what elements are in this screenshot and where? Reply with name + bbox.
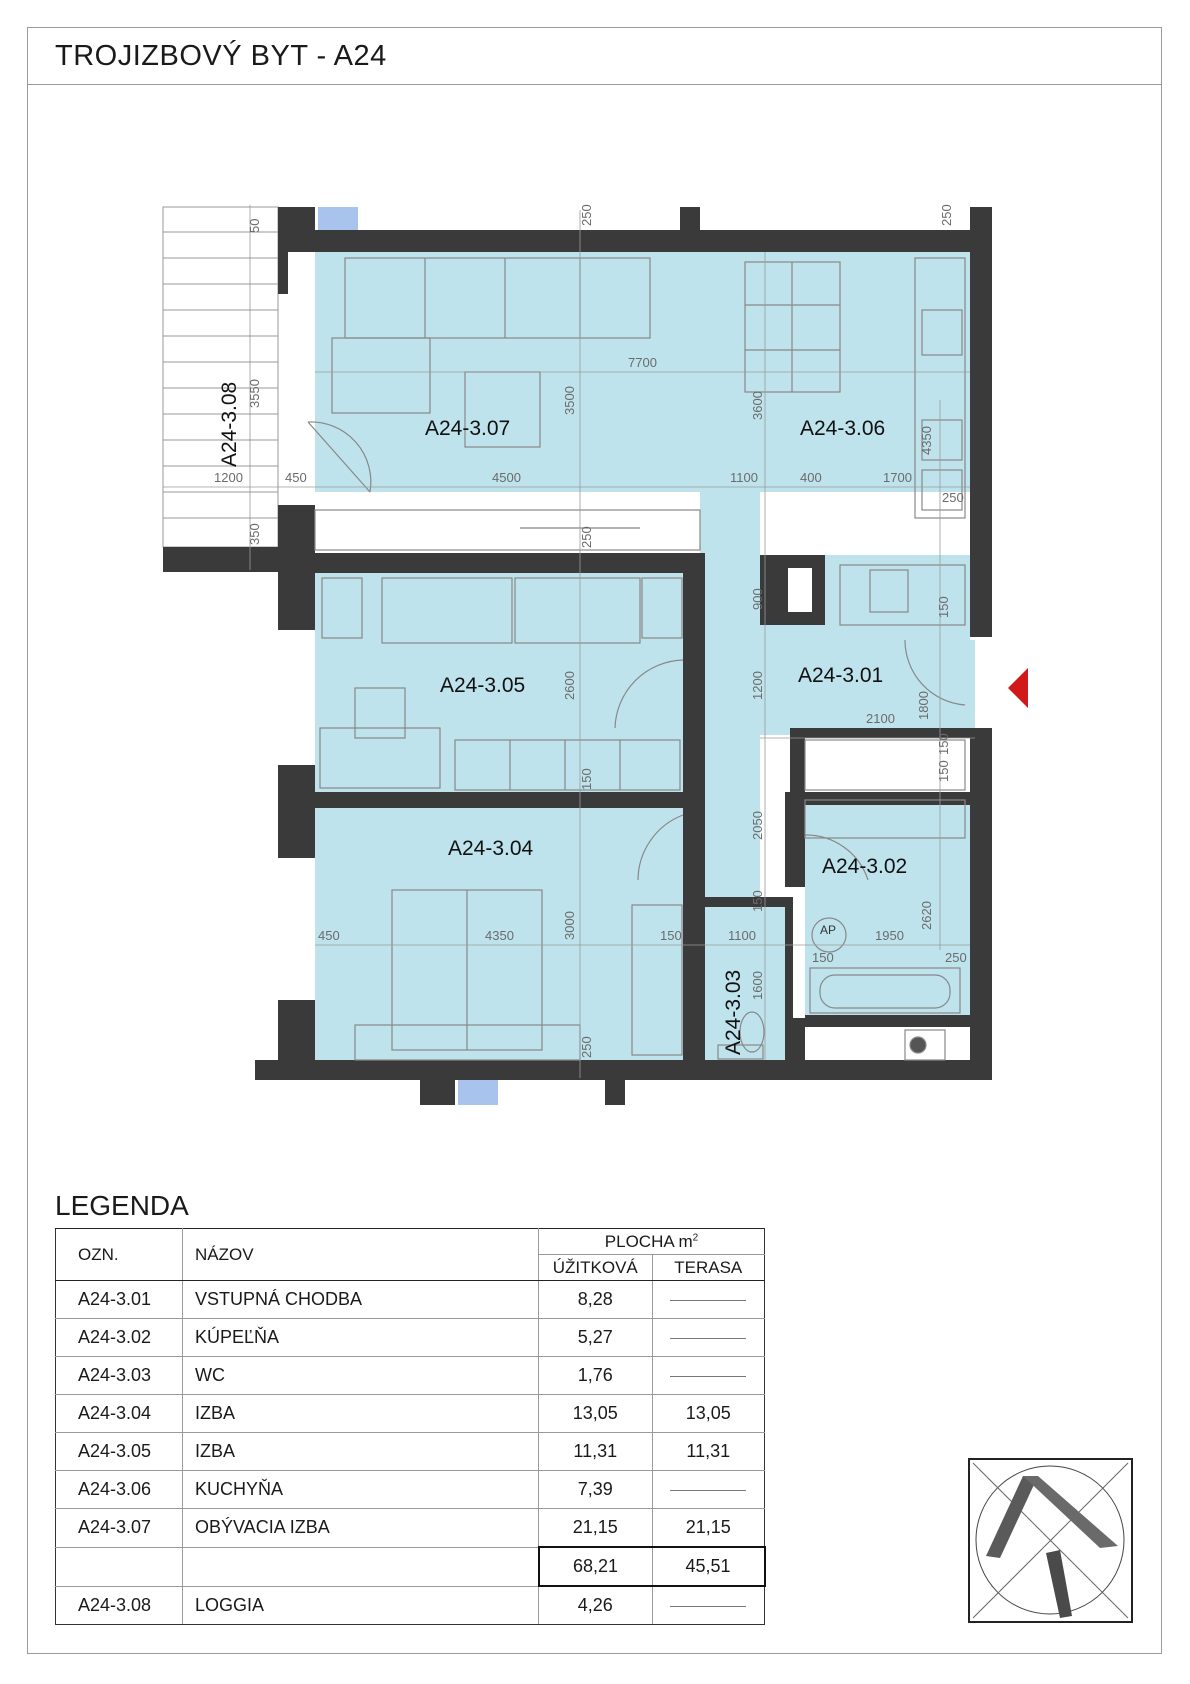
row-code: A24-3.08 xyxy=(56,1586,183,1625)
row-usable: 4,26 xyxy=(539,1586,653,1625)
dim-1700: 1700 xyxy=(883,470,912,485)
dim-4350: 4350 xyxy=(485,928,514,943)
row-code: A24-3.01 xyxy=(56,1281,183,1319)
dim-250-bottom: 250 xyxy=(579,1036,594,1058)
dim-150-d: 150 xyxy=(936,760,951,782)
legend-row xyxy=(56,1319,765,1357)
dim-1800: 1800 xyxy=(916,691,931,720)
dim-2100: 2100 xyxy=(866,711,895,726)
legend-title: LEGENDA xyxy=(55,1190,189,1221)
dim-2050: 2050 xyxy=(750,811,765,840)
row-terrace xyxy=(652,1586,765,1625)
north-arrow-icon xyxy=(968,1458,1133,1623)
dim-1100-wc: 1100 xyxy=(728,928,756,943)
header-terrace: TERASA xyxy=(652,1255,765,1281)
room-label-a24-3-08: A24-3.08 xyxy=(218,381,241,467)
row-usable: 8,28 xyxy=(539,1281,653,1319)
legend-header-row xyxy=(56,1229,765,1255)
room-label-a24-3-06: A24-3.06 xyxy=(800,417,886,440)
row-code: A24-3.06 xyxy=(56,1471,183,1509)
dim-4350-vertical: 4350 xyxy=(919,426,934,455)
legend-row xyxy=(56,1281,765,1319)
row-terrace xyxy=(652,1471,765,1509)
header-area: PLOCHA $m^2$ xyxy=(539,1229,765,1255)
dim-1600: 1600 xyxy=(750,971,765,1000)
dim-150-c: 150 xyxy=(750,890,765,912)
row-name: IZBA xyxy=(183,1433,539,1471)
dim-1100: 1100 xyxy=(730,470,758,485)
header-code: OZN. xyxy=(56,1229,183,1281)
legend-row xyxy=(56,1471,765,1509)
row-usable: 7,39 xyxy=(539,1471,653,1509)
total-usable: 68,21 xyxy=(539,1547,653,1586)
row-usable: 13,05 xyxy=(539,1395,653,1433)
row-terrace: 13,05 xyxy=(652,1395,765,1433)
total-terrace: 45,51 xyxy=(652,1547,765,1586)
dim-7700: 7700 xyxy=(628,355,657,370)
loggia xyxy=(163,207,278,547)
row-terrace: 11,31 xyxy=(652,1433,765,1471)
dim-900: 900 xyxy=(750,588,765,610)
header-usable: ÚŽITKOVÁ xyxy=(539,1255,653,1281)
row-name: LOGGIA xyxy=(183,1586,539,1625)
dim-450-bedroom: 450 xyxy=(318,928,340,943)
dim-150-g: 150 xyxy=(936,733,951,755)
dim-3550: 3550 xyxy=(247,379,262,408)
row-name: KUCHYŇA xyxy=(183,1471,539,1509)
dim-3500: 3500 xyxy=(562,386,577,415)
legend-total-row xyxy=(56,1547,765,1586)
row-code: A24-3.04 xyxy=(56,1395,183,1433)
room-label-a24-3-01: A24-3.01 xyxy=(798,664,884,687)
legend-row xyxy=(56,1509,765,1548)
row-usable: 1,76 xyxy=(539,1357,653,1395)
dim-3600: 3600 xyxy=(750,391,765,420)
row-usable: 11,31 xyxy=(539,1433,653,1471)
dim-1950: 1950 xyxy=(875,928,904,943)
legend-table xyxy=(55,1228,766,1625)
legend-row xyxy=(56,1395,765,1433)
appliance-label: AP xyxy=(820,923,837,937)
legend-row xyxy=(56,1586,765,1625)
dim-450: 450 xyxy=(285,470,307,485)
dim-50: 50 xyxy=(247,218,262,233)
row-usable: 5,27 xyxy=(539,1319,653,1357)
room-label-a24-3-07: A24-3.07 xyxy=(425,417,511,440)
legend-row xyxy=(56,1357,765,1395)
dim-250-mid: 250 xyxy=(579,526,594,548)
shaft xyxy=(788,568,812,612)
dim-150-e: 150 xyxy=(660,928,682,943)
dim-250-top-right: 250 xyxy=(939,204,954,226)
dim-1200: 1200 xyxy=(214,470,243,485)
dim-250-kitchen: 250 xyxy=(942,490,964,505)
page-title: TROJIZBOVÝ BYT - A24 xyxy=(55,40,387,72)
dim-150-b: 150 xyxy=(579,768,594,790)
dim-2620: 2620 xyxy=(919,901,934,930)
room-label-a24-3-04: A24-3.04 xyxy=(448,837,534,860)
dim-2600: 2600 xyxy=(562,671,577,700)
dim-1200-corridor: 1200 xyxy=(750,671,765,700)
dim-150-a: 150 xyxy=(936,596,951,618)
dim-3000: 3000 xyxy=(562,911,577,940)
row-name: IZBA xyxy=(183,1395,539,1433)
room-label-a24-3-02: A24-3.02 xyxy=(822,855,908,878)
row-terrace xyxy=(652,1319,765,1357)
row-usable: 21,15 xyxy=(539,1509,653,1548)
entrance-arrow-icon xyxy=(1008,668,1028,708)
dim-400: 400 xyxy=(800,470,822,485)
legend-row xyxy=(56,1433,765,1471)
row-name: WC xyxy=(183,1357,539,1395)
row-code: A24-3.05 xyxy=(56,1433,183,1471)
header-name: NÁZOV xyxy=(183,1229,539,1281)
dim-150-f: 150 xyxy=(812,950,834,965)
row-name: VSTUPNÁ CHODBA xyxy=(183,1281,539,1319)
dim-250-bath: 250 xyxy=(945,950,967,965)
room-label-a24-3-05: A24-3.05 xyxy=(440,674,526,697)
dim-250-top: 250 xyxy=(579,204,594,226)
row-code: A24-3.07 xyxy=(56,1509,183,1548)
row-terrace xyxy=(652,1357,765,1395)
row-terrace: 21,15 xyxy=(652,1509,765,1548)
row-name: OBÝVACIA IZBA xyxy=(183,1509,539,1548)
row-terrace xyxy=(652,1281,765,1319)
dim-4500: 4500 xyxy=(492,470,521,485)
row-name: KÚPEĽŇA xyxy=(183,1319,539,1357)
row-code: A24-3.02 xyxy=(56,1319,183,1357)
row-code: A24-3.03 xyxy=(56,1357,183,1395)
dim-350: 350 xyxy=(247,523,262,545)
room-label-a24-3-03: A24-3.03 xyxy=(722,969,745,1055)
